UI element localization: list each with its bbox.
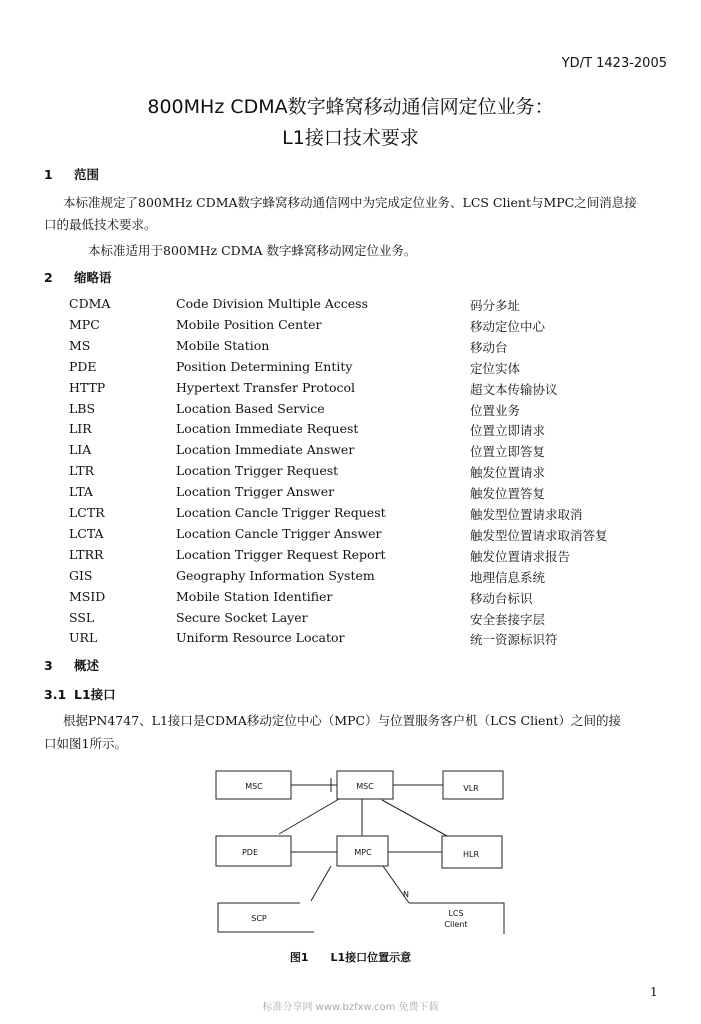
abbr-term: LIA xyxy=(69,442,92,458)
scope-para2: 本标准适用于800MHz CDMA 数字蜂窝移动网定位业务。 xyxy=(88,243,417,258)
abbr-term: LTA xyxy=(69,484,93,500)
msc-left-label: MSC xyxy=(245,782,263,791)
figure-caption: 图1 L1接口位置示意 xyxy=(289,951,412,964)
abbr-english: Location Cancle Trigger Request xyxy=(176,505,386,520)
abbr-chinese: 定位实体 xyxy=(470,360,521,376)
link-mpc-scp xyxy=(311,866,331,901)
abbr-term: GIS xyxy=(69,567,93,583)
abbr-english: Uniform Resource Locator xyxy=(176,630,345,646)
hlr-label: HLR xyxy=(462,850,480,859)
section-number: 1 xyxy=(44,167,53,182)
abbr-english: Secure Socket Layer xyxy=(176,609,308,625)
watermark: 标准分享网 www.bzfxw.com 免费下载 xyxy=(262,1002,439,1013)
abbr-term: LTR xyxy=(69,463,95,479)
abbr-chinese: 安全套接字层 xyxy=(470,611,546,627)
abbr-term: LCTA xyxy=(69,525,104,541)
link-msc-pde xyxy=(279,799,339,834)
section-number: 3 xyxy=(44,658,53,673)
subsection-number: 3.1 xyxy=(44,687,67,702)
abbr-chinese: 地理信息系统 xyxy=(470,569,546,585)
page-number: 1 xyxy=(650,985,658,999)
abbr-term: LCTR xyxy=(69,505,105,520)
section-title: 缩略语 xyxy=(74,270,112,285)
abbr-chinese: 位置立即答复 xyxy=(470,444,546,460)
lcs-label-line1: LCS xyxy=(448,909,464,918)
abbr-chinese: 统一资源标识符 xyxy=(470,632,558,648)
abbr-chinese: 触发位置请求报告 xyxy=(470,548,571,564)
abbr-term: URL xyxy=(69,630,98,646)
doc-title-line2: L1接口技术要求 xyxy=(282,127,419,149)
lcs-label-line2: Client xyxy=(444,920,468,929)
subsection-title: L1接口 xyxy=(74,687,116,702)
abbr-english: Mobile Position Center xyxy=(176,316,322,332)
overview-para-line2: 口如图1所示。 xyxy=(44,736,127,751)
abbr-chinese: 移动台标识 xyxy=(470,590,533,606)
abbr-english: Location Trigger Answer xyxy=(176,484,335,500)
abbr-english: Location Cancle Trigger Answer xyxy=(176,525,382,541)
abbr-term: LBS xyxy=(69,400,96,416)
abbr-english: Location Immediate Answer xyxy=(176,442,355,458)
abbr-english: Hypertext Transfer Protocol xyxy=(176,379,355,395)
abbr-chinese: 位置业务 xyxy=(470,402,521,418)
abbr-term: LTRR xyxy=(69,546,104,562)
abbr-chinese: 触发型位置请求取消答复 xyxy=(470,527,608,543)
scope-para1-line1: 本标准规定了800MHz CDMA数字蜂窝移动通信网中为完成定位业务、LCS Client与MPC之间消息接 xyxy=(63,195,637,210)
abbr-term: MSID xyxy=(69,588,106,604)
overview-para-line1: 根据PN4747、L1接口是CDMA移动定位中心（MPC）与位置服务客户机（LCS Client）之间的接 xyxy=(63,713,622,728)
abbr-chinese: 移动台 xyxy=(470,339,508,355)
abbr-english: Location Trigger Request xyxy=(176,463,339,479)
section-title: 概述 xyxy=(74,658,100,673)
abbr-english: Location Trigger Request Report xyxy=(176,546,386,562)
section-title: 范围 xyxy=(74,167,100,182)
abbr-chinese: 触发位置答复 xyxy=(470,486,546,502)
abbr-chinese: 码分多址 xyxy=(470,298,521,313)
vlr-label: VLR xyxy=(463,784,479,793)
scope-para1-line2: 口的最低技术要求。 xyxy=(44,217,157,232)
abbr-term: CDMA xyxy=(69,296,111,311)
abbr-term: PDE xyxy=(69,358,97,374)
abbr-chinese: 移动定位中心 xyxy=(470,318,546,334)
abbr-english: Position Determining Entity xyxy=(176,358,353,374)
abbr-term: MPC xyxy=(69,316,100,332)
abbr-chinese: 触发型位置请求取消 xyxy=(470,507,583,522)
abbr-term: MS xyxy=(69,337,91,353)
abbr-term: HTTP xyxy=(69,379,106,395)
pde-label: PDE xyxy=(241,848,259,857)
doc-title-line1: 800MHz CDMA数字蜂窝移动通信网定位业务： xyxy=(147,96,554,118)
abbr-english: Geography Information System xyxy=(176,567,375,583)
lcs-client-box xyxy=(409,903,504,934)
abbr-english: Code Division Multiple Access xyxy=(176,296,368,311)
abbr-chinese: 位置立即请求 xyxy=(470,423,546,439)
abbr-english: Mobile Station Identifier xyxy=(176,588,333,604)
abbr-chinese: 触发位置请求 xyxy=(470,465,546,481)
abbr-term: LIR xyxy=(69,421,92,437)
msc-center-label: MSC xyxy=(356,782,374,791)
abbr-chinese: 超文本传输协议 xyxy=(470,381,558,397)
abbr-term: SSL xyxy=(69,609,95,625)
section-number: 2 xyxy=(44,270,53,285)
abbr-english: Location Based Service xyxy=(176,400,325,416)
scp-label: SCP xyxy=(251,914,267,923)
mpc-label: MPC xyxy=(354,848,372,857)
interface-n-label: N xyxy=(403,890,409,899)
abbr-english: Location Immediate Request xyxy=(176,421,359,437)
abbr-english: Mobile Station xyxy=(176,337,270,353)
standard-number: YD/T 1423-2005 xyxy=(561,56,667,71)
